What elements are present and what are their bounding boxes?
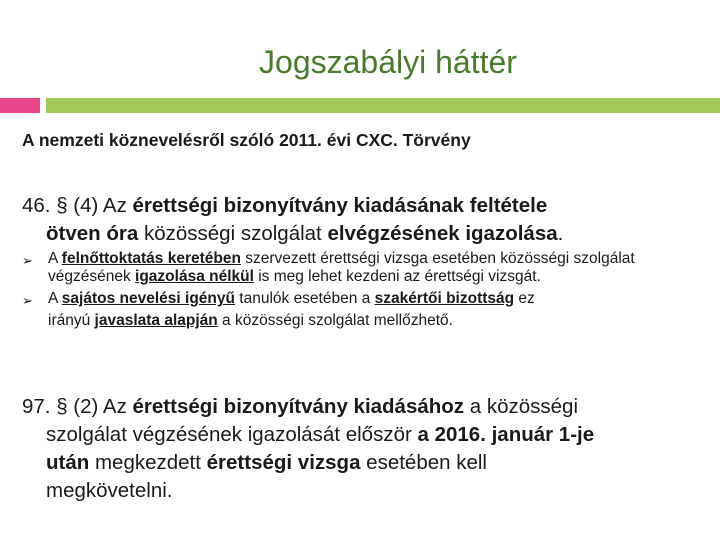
law-title: A nemzeti köznevelésről szóló 2011. évi CXC. Törvény (22, 130, 471, 150)
p1-bold-hours: ötven óra (46, 222, 139, 245)
accent-bar-green (46, 98, 720, 113)
b2-underlined2: szakértői bizottság (374, 290, 515, 307)
b2-text3: ez (514, 290, 535, 307)
p2-text: 97. § (2) Az (22, 395, 133, 418)
b1-underlined2: igazolása nélkül (135, 268, 254, 285)
p1-line2 (22, 220, 712, 248)
b2-text: A (48, 290, 62, 307)
list-item (22, 290, 702, 330)
p2-bold: érettségi bizonyítvány kiadásához (132, 395, 465, 418)
p1-bold-requirement: érettségi bizonyítvány kiadásának feltétele (132, 194, 548, 217)
b2-text2: tanulók esetében a (234, 290, 375, 307)
b1-text: A (48, 250, 62, 267)
p2-bold-date: a 2016. január 1-je (417, 423, 595, 446)
b2-line2 (48, 312, 702, 330)
p1-text: 46. § (4) Az (22, 194, 133, 217)
p2-line4: megkövetelni. (46, 479, 173, 502)
b1-text2: szervezett érettségi vizsga esetében közösségi szolgálat végzésének (48, 250, 635, 285)
bullet-list (22, 250, 702, 330)
p2-text3: szolgálat végzésének igazolását először (46, 423, 418, 446)
p2-bold-exam: érettségi vizsga (206, 451, 361, 474)
b2-underlined: sajátos nevelési igényű (61, 290, 235, 307)
arrow-bullet-icon: ➢ (22, 293, 33, 308)
p2-line2 (22, 421, 712, 449)
p2-bold-after: után (46, 451, 90, 474)
paragraph-46 (22, 192, 712, 248)
list-item (22, 250, 702, 286)
p1-text2: közösségi szolgálat (138, 222, 328, 245)
arrow-bullet-icon: ➢ (22, 253, 33, 268)
p2-text2: a közösségi (464, 395, 579, 418)
p1-bold-completion: elvégzésének igazolása (327, 222, 558, 245)
b2-text5: a közösségi szolgálat mellőzhető. (217, 312, 453, 329)
b1-text3: is meg lehet kezdeni az érettségi vizsgát. (253, 268, 541, 285)
p1-period: . (557, 222, 564, 245)
b1-underlined: felnőttoktatás keretében (61, 250, 241, 267)
b2-text4: irányú (48, 312, 95, 329)
p2-line3 (22, 449, 712, 477)
p2-text5: esetében kell (360, 451, 487, 474)
b2-underlined3: javaslata alapján (94, 312, 218, 329)
p2-text4: megkezdett (89, 451, 207, 474)
accent-bar-pink (0, 98, 40, 113)
paragraph-97 (22, 393, 712, 505)
page-title: Jogszabályi háttér (259, 44, 517, 80)
